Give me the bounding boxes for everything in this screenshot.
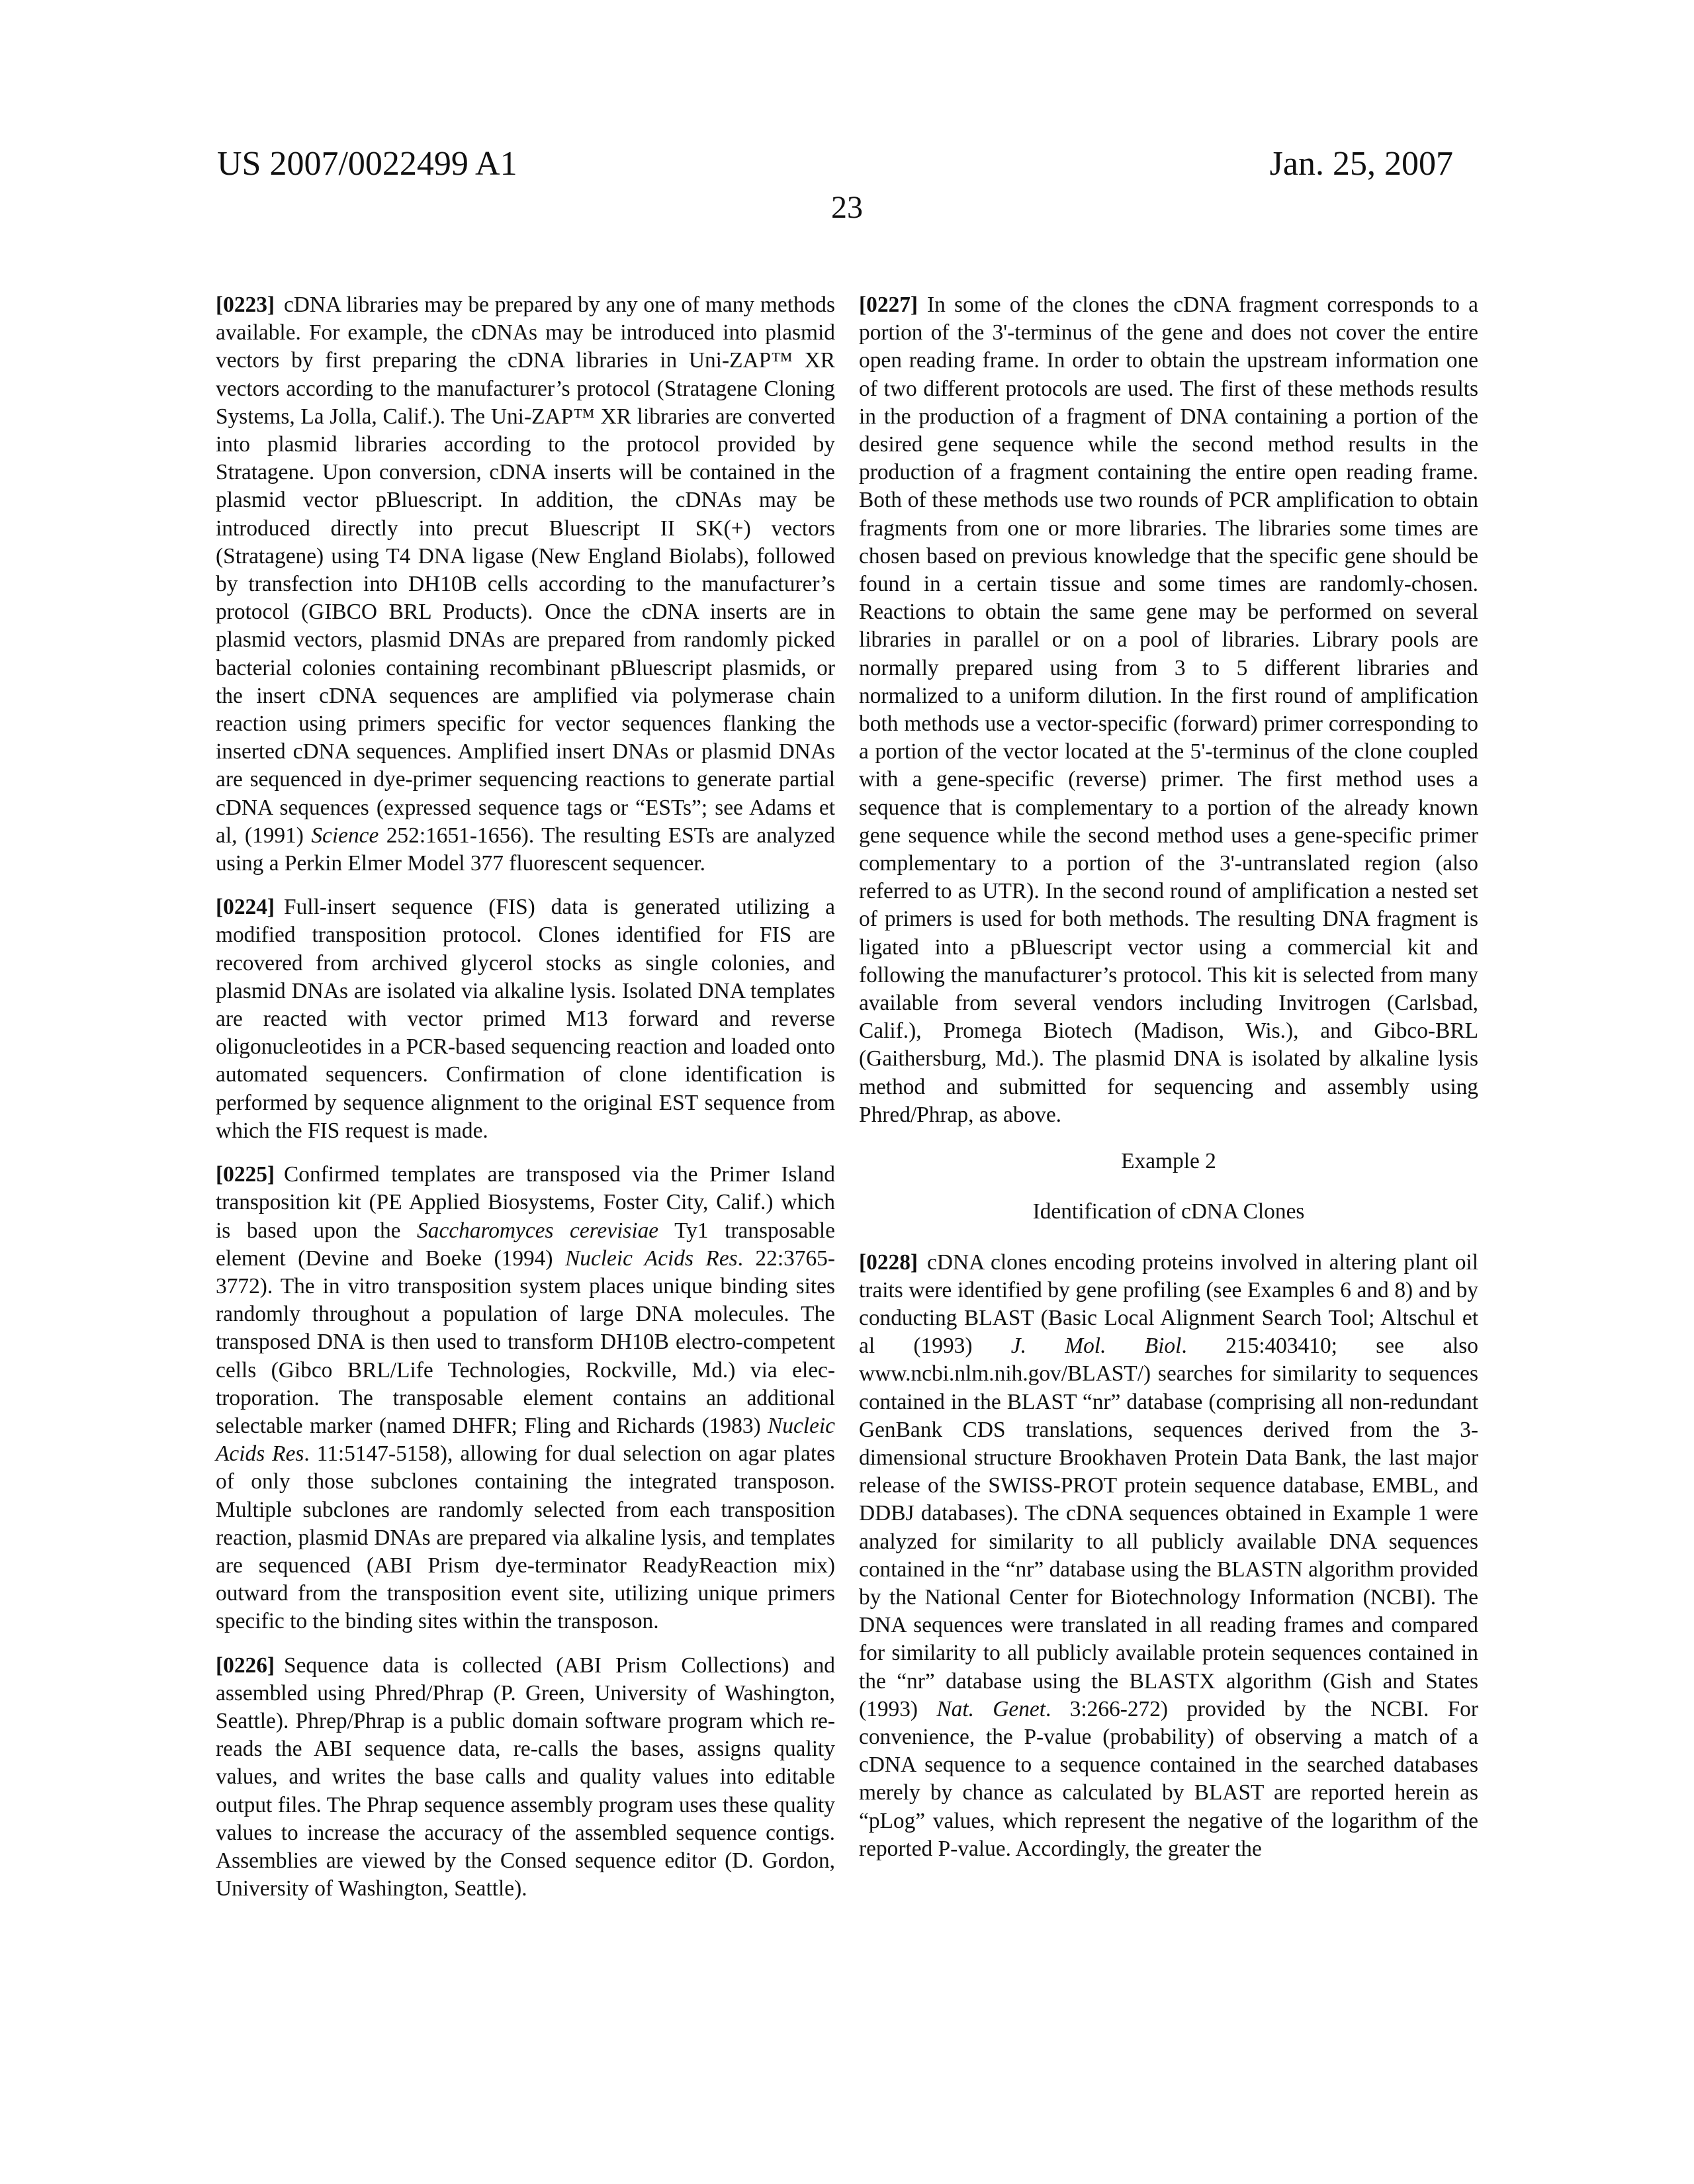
journal-title: Nucleic Acids Res xyxy=(216,1414,835,1466)
paragraph-number: [0224] xyxy=(216,895,275,919)
journal-title: Science xyxy=(311,823,379,848)
left-column xyxy=(216,291,835,1919)
paragraph-0227: [0227] In some of the clones the cDNA fragment corre­sponds to a portion of the 3'-terminus of the gene and does not cover the entire open reading frame. In order to obtain the upstream information one of two different protocols are used. The first of these methods results in the production of a fragment of DNA containing a portion of the desired gene sequence while the second method results in the production of a fragment containing the entire open reading frame. Both of these methods use two rounds of PCR amplification to obtain fragments from one or more libraries. The libraries some times are chosen based on previous knowledge that the specific gene should be found in a certain tissue and some times are randomly-chosen. Reactions to obtain the same gene may be performed on several libraries in parallel or on a pool of libraries. Library pools are normally prepared using from 3 to 5 different libraries and normalized to a uniform dilution. In the first round of amplification both methods use a vector-specific (forward) primer correspond­ing to a portion of the vector located at the 5'-terminus of the clone coupled with a gene-specific (reverse) primer. The first method uses a sequence that is complementary to a portion of the already known gene sequence while the second method uses a gene-specific primer complementary to a portion of the 3'-untranslated region (also referred to as UTR). In the second round of amplification a nested set of primers is used for both methods. The resulting DNA fragment is ligated into a pBluescript vector using a com­mercial kit and following the manufacturer’s protocol. This kit is selected from many available from several vendors including Invitrogen (Carlsbad, Calif.), Promega Biotech (Madison, Wis.), and Gibco-BRL (Gaithersburg, Md.). The plasmid DNA is isolated by alkaline lysis method and submitted for sequencing and assembly using Phred/Phrap, as above. xyxy=(859,291,1478,1129)
publication-number: US 2007/0022499 A1 xyxy=(217,144,517,184)
journal-title: Nucleic Acids Res xyxy=(565,1246,738,1271)
page-number: 23 xyxy=(0,189,1694,226)
journal-title: J. Mol. Biol xyxy=(1011,1334,1182,1358)
paragraph-number: [0226] xyxy=(216,1653,275,1678)
paragraph-0226: [0226] Sequence data is collected (ABI Prism Collections) and assembled using Phred/Phrap (P. Green, University of Washington, Seattle). Phrep/Phrap is a public domain soft­ware program which re-reads the ABI sequence data, re-calls the bases, assigns quality values, and writes the base calls and quality values into editable output files. The Phrap sequence assembly program uses these quality values to increase the accuracy of the assembled sequence contigs. Assemblies are viewed by the Consed sequence editor (D. Gordon, University of Washington, Seattle). xyxy=(216,1652,835,1903)
journal-title: Nat. Genet xyxy=(936,1697,1046,1721)
paragraph-0228: [0228] cDNA clones encoding proteins involved in alter­ing plant oil traits were identified by gene profiling (see Examples 6 and 8) and by conducting BLAST (Basic Local Alignment Search Tool; Altschul et al (1993) J. Mol. Biol. 215:403410; see also www.ncbi.nlm.nih.gov/BLAST/) searches for similarity to sequences contained in the BLAST “nr” database (comprising all non-redundant GenBank CDS translations, sequences derived from the 3-dimensional structure Brookhaven Protein Data Bank, the last major release of the SWISS-PROT protein sequence database, EMBL, and DDBJ databases). The cDNA sequences obtained in Example 1 were analyzed for similarity to all publicly available DNA sequences contained in the “nr” database using the BLASTN algorithm provided by the National Center for Biotechnology Information (NCBI). The DNA sequences were translated in all reading frames and compared for similarity to all publicly available protein sequences contained in the “nr” database using the BLASTX algorithm (Gish and States (1993) Nat. Genet. 3:266-272) provided by the NCBI. For convenience, the P-value (prob­ability) of observing a match of a cDNA sequence to a sequence contained in the searched databases merely by chance as calculated by BLAST are reported herein as “pLog” values, which represent the negative of the loga­rithm of the reported P-value. Accordingly, the greater the xyxy=(859,1249,1478,1863)
paragraph-number: [0223] xyxy=(216,293,275,317)
right-column xyxy=(859,291,1478,1879)
paragraph-0225: [0225] Confirmed templates are transposed via the Primer Island transposition kit (PE Applied Biosystems, Foster City, Calif.) which is based upon the Saccharomyces cerevisiae Ty1 transposable element (Devine and Boeke (1994) Nucleic Acids Res. 22:3765-3772). The in vitro transposition system places unique binding sites randomly throughout a population of large DNA molecules. The transposed DNA is then used to transform DH10B electro-competent cells (Gibco BRL/Life Technologies, Rockville, Md.) via elec­troporation. The transposable element contains an additional selectable marker (named DHFR; Fling and Richards (1983) Nucleic Acids Res. 11:5147-5158), allowing for dual selec­tion on agar plates of only those subclones containing the integrated transposon. Multiple subclones are randomly selected from each transposition reaction, plasmid DNAs are prepared via alkaline lysis, and templates are sequenced (ABI Prism dye-terminator ReadyReaction mix) outward from the transposition event site, utilizing unique primers specific to the binding sites within the transposon. xyxy=(216,1161,835,1635)
paragraph-number: [0227] xyxy=(859,293,918,317)
publication-date: Jan. 25, 2007 xyxy=(1270,144,1453,184)
species-name: Saccharomyces cerevisiae xyxy=(417,1218,658,1243)
paragraph-0224: [0224] Full-insert sequence (FIS) data is generated utiliz­ing a modified transposition protocol. Clones identified for FIS are recovered from archived glycerol stocks as single colonies, and plasmid DNAs are isolated via alkaline lysis. Isolated DNA templates are reacted with vector primed M13 forward and reverse oligonucleotides in a PCR-based sequencing reaction and loaded onto automated sequencers. Confirmation of clone identification is performed by sequence alignment to the original EST sequence from which the FIS request is made. xyxy=(216,893,835,1145)
example-heading: Example 2 xyxy=(859,1148,1478,1175)
paragraph-number: [0228] xyxy=(859,1250,918,1275)
section-heading: Identification of cDNA Clones xyxy=(859,1198,1478,1226)
paragraph-0223: [0223] cDNA libraries may be prepared by any one of many methods available. For example, the cDNAs may be introduced into plasmid vectors by first preparing the cDNA libraries in Uni-ZAP™ XR vectors according to the manu­facturer’s protocol (Stratagene Cloning Systems, La Jolla, Calif.). The Uni-ZAP™ XR libraries are converted into plasmid libraries according to the protocol provided by Stratagene. Upon conversion, cDNA inserts will be con­tained in the plasmid vector pBluescript. In addition, the cDNAs may be introduced directly into precut Bluescript II SK(+) vectors (Stratagene) using T4 DNA ligase (New England Biolabs), followed by transfection into DH10B cells according to the manufacturer’s protocol (GIBCO BRL Products). Once the cDNA inserts are in plasmid vectors, plasmid DNAs are prepared from randomly picked bacterial colonies containing recombinant pBluescript plasmids, or the insert cDNA sequences are amplified via polymerase chain reaction using primers specific for vector sequences flanking the inserted cDNA sequences. Amplified insert DNAs or plasmid DNAs are sequenced in dye-primer sequencing reactions to generate partial cDNA sequences (expressed sequence tags or “ESTs”; see Adams et al, (1991) Science 252:1651-1656). The resulting ESTs are analyzed using a Perkin Elmer Model 377 fluorescent sequencer. xyxy=(216,291,835,878)
paragraph-number: [0225] xyxy=(216,1162,275,1187)
